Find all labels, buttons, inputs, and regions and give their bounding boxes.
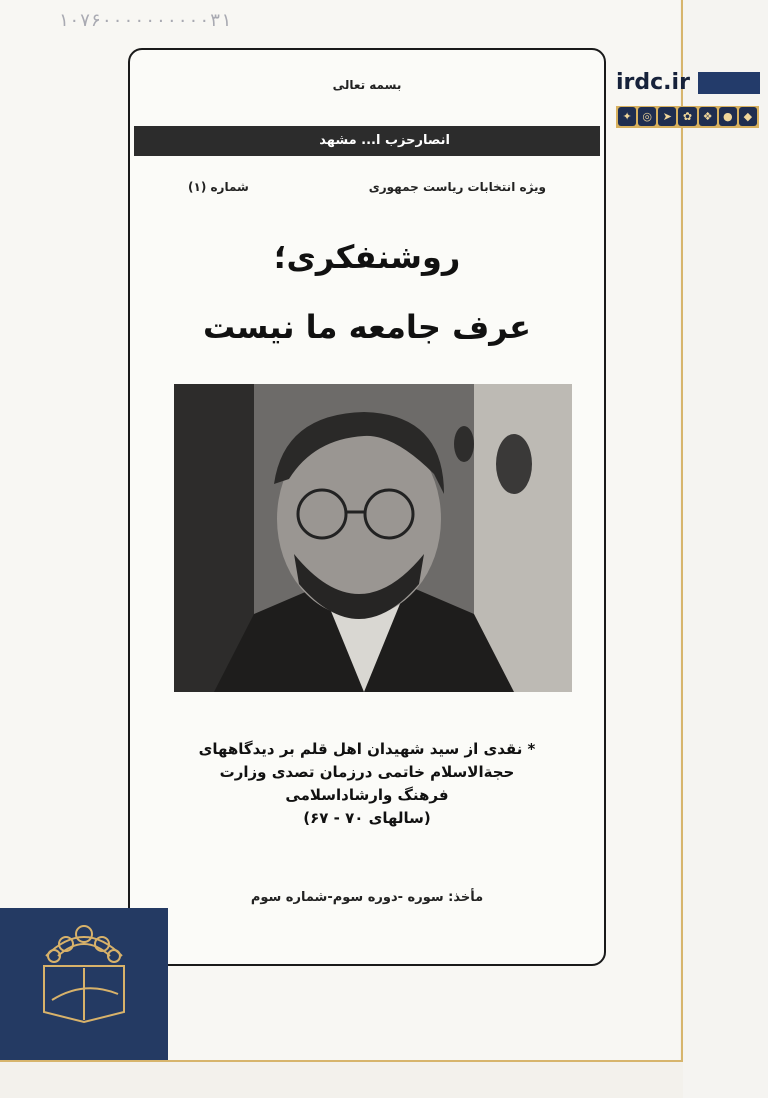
leaflet-card: [128, 48, 606, 966]
irdc-badge-icon: [698, 72, 760, 94]
source-note: مأخذ: سوره -دوره سوم-شماره سوم: [250, 890, 484, 905]
headline-line-2: عرف جامعه ما نیست: [202, 308, 532, 346]
right-margin: [683, 0, 768, 1098]
telegram-icon[interactable]: ➤: [658, 107, 676, 126]
archive-logo: [0, 908, 168, 1060]
issue-row: [188, 180, 546, 194]
gold-border-bottom: [0, 1060, 683, 1062]
caption-block: [170, 738, 564, 830]
caption-line: حجةالاسلام خاتمی درزمان تصدی وزارت: [219, 763, 515, 781]
issue-number: شماره (۱): [188, 180, 249, 194]
publisher-bar: [134, 126, 600, 156]
document-serial-number: ۱۰۷۶۰۰۰۰۰۰۰۰۰۰۳۱: [58, 10, 232, 31]
irdc-watermark: [616, 70, 759, 132]
aparat-icon[interactable]: ✿: [678, 107, 696, 126]
social-icons-row: [616, 106, 759, 128]
eitaa-icon[interactable]: ❖: [699, 107, 717, 126]
rubika-icon[interactable]: ◆: [739, 107, 757, 126]
twitter-icon[interactable]: ✦: [618, 107, 636, 126]
publisher-label: انصارحزب ا... مشهد: [319, 133, 450, 148]
instagram-icon[interactable]: ◎: [638, 107, 656, 126]
portrait-photo: [174, 384, 572, 692]
caption-line: (سالهای ۷۰ - ۶۷): [303, 809, 431, 827]
bale-icon[interactable]: ●: [719, 107, 737, 126]
headline-line-1: روشنفکری؛: [273, 238, 461, 276]
bismillah-text: بسمه تعالی: [332, 78, 402, 92]
caption-line: فرهنگ وارشاداسلامی: [285, 786, 449, 804]
caption-line: * نقدی از سید شهیدان اهل قلم بر دیدگاههای: [198, 740, 536, 758]
edition-label: ویژه انتخابات ریاست جمهوری: [368, 180, 546, 194]
site-label: irdc.ir: [616, 70, 690, 95]
